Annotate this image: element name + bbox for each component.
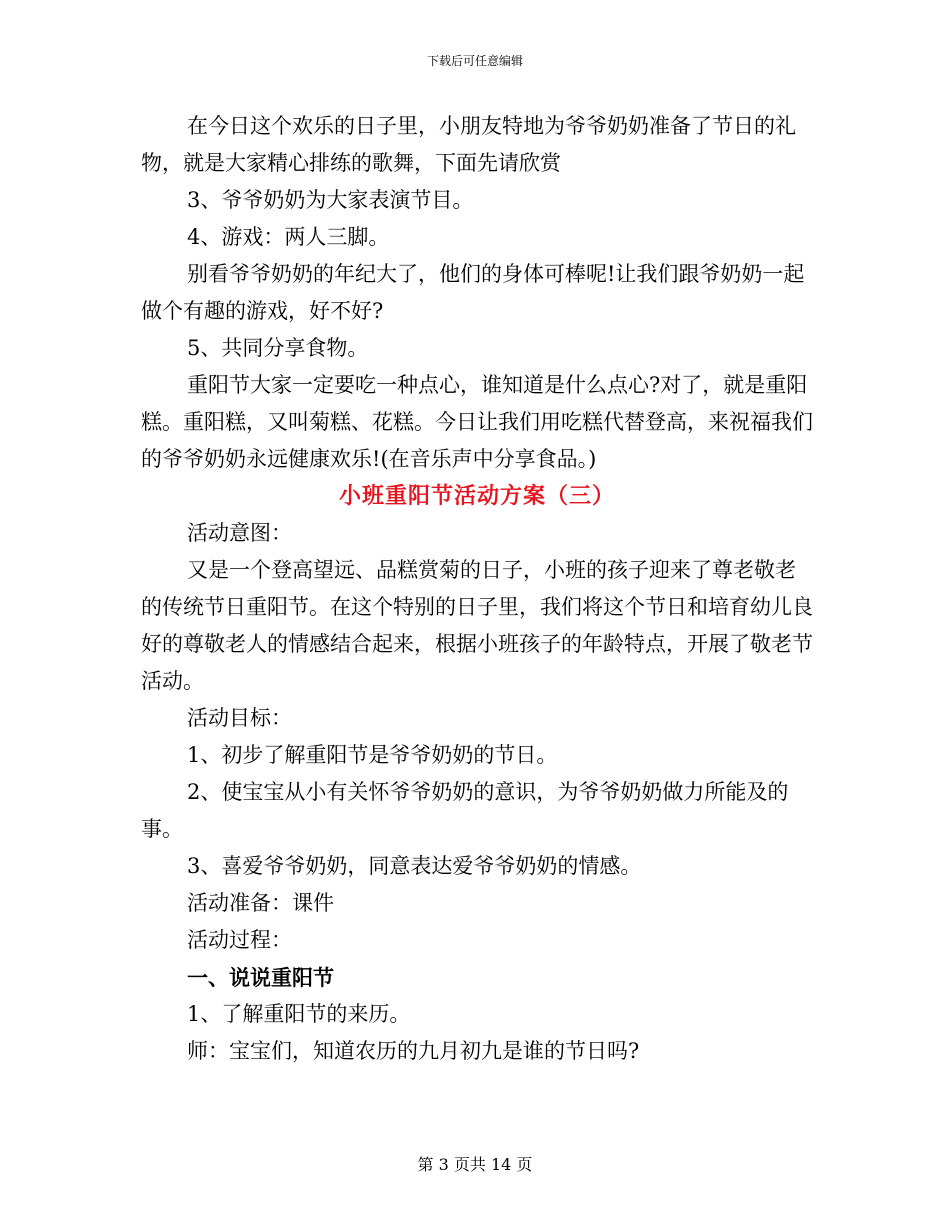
list-item: 3、喜爱爷爷奶奶，同意表达爱爷爷奶奶的情感。 [187,854,642,878]
paragraph: 活动目标： [187,706,292,730]
list-item: 4、游戏：两人三脚。 [187,225,390,249]
page-header: 下载后可任意编辑 [426,54,523,68]
paragraph: 重阳节大家一定要吃一种点心，谁知道是什么点心?对了，就是重阳糕。重阳糕，又叫菊糕、花糕。今日让我们用吃糕代替登高，来祝福我们的爷爷奶奶永远健康欢乐!(在音乐声中分享食品。) [141,373,813,471]
list-item: 2、使宝宝从小有关怀爷爷奶奶的意识，为爷爷奶奶做力所能及的事。 [141,780,789,841]
subheading: 一、说说重阳节 [187,965,334,990]
paragraph: 活动意图： [187,521,292,545]
paragraph: 活动准备：课件 [187,891,334,915]
list-item: 5、共同分享食物。 [187,336,369,360]
page-footer: 第 3 页共 14 页 [417,1155,533,1174]
list-item: 3、爷爷奶奶为大家表演节目。 [187,188,474,212]
paragraph: 又是一个登高望远、品糕赏菊的日子，小班的孩子迎来了尊老敬老的传统节日重阳节。在这个特别的日子里，我们将这个节日和培育幼儿良好的尊敬老人的情感结合起来，根据小班孩子的年龄特点，开展了敬老节活动。 [141,558,813,693]
document-body [141,108,813,1070]
paragraph: 师：宝宝们，知道农历的九月初九是谁的节日吗? [187,1039,640,1063]
list-item: 1、初步了解重阳节是爷爷奶奶的节日。 [187,743,558,767]
paragraph: 在今日这个欢乐的日子里，小朋友特地为爷爷奶奶准备了节日的礼物，就是大家精心排练的歌舞，下面先请欣赏 [141,114,796,175]
paragraph: 别看爷爷奶奶的年纪大了，他们的身体可棒呢!让我们跟爷奶奶一起做个有趣的游戏，好不好? [141,262,805,323]
list-item: 1、了解重阳节的来历。 [187,1002,411,1026]
section-title: 小班重阳节活动方案（三） [338,483,615,509]
paragraph: 活动过程： [187,928,292,952]
